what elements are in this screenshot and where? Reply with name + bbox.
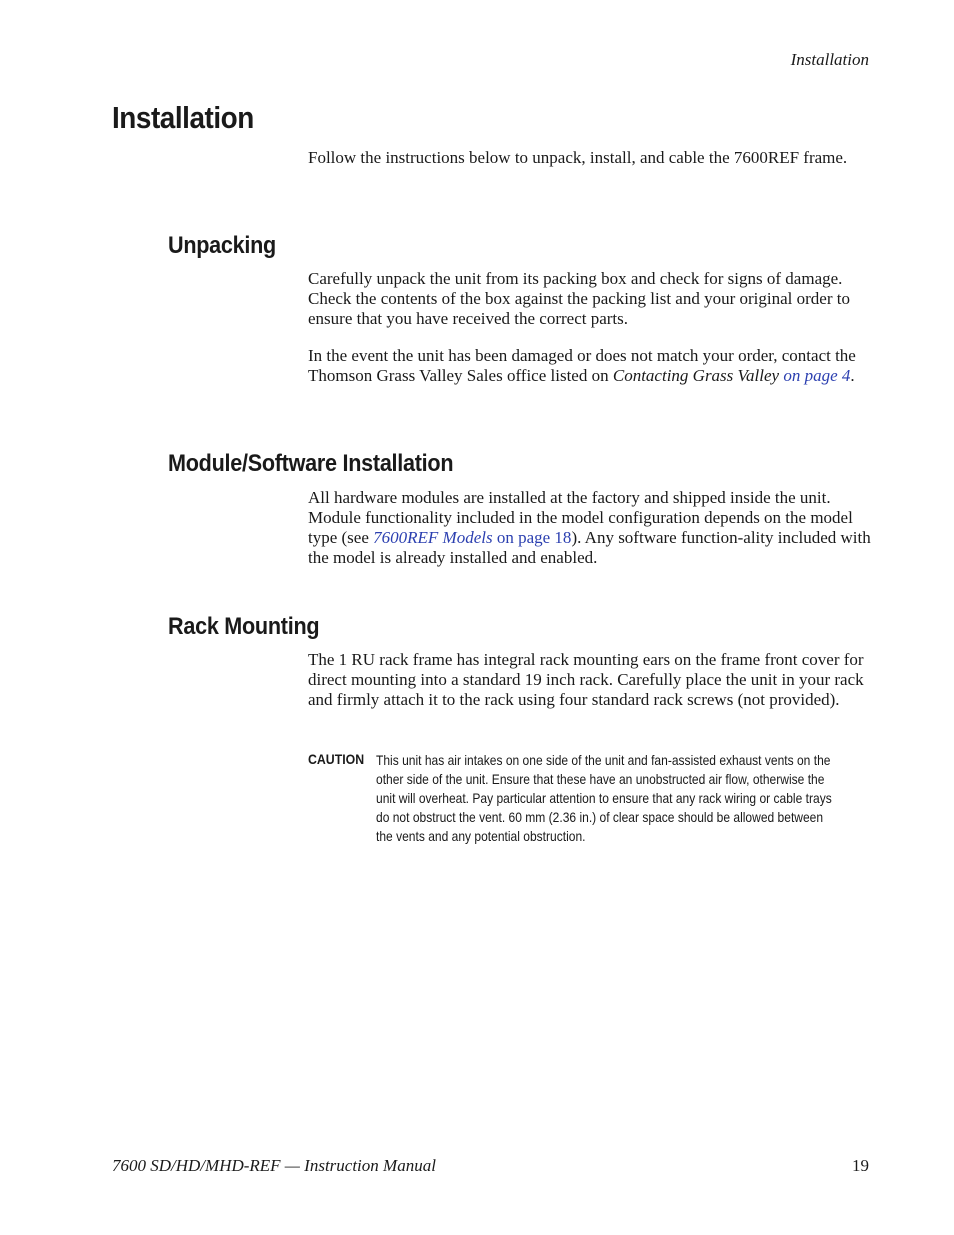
intro-paragraph: Follow the instructions below to unpack, install, and cable the 7600REF frame. bbox=[308, 148, 848, 167]
section-heading-module-software: Module/Software Installation bbox=[168, 450, 454, 477]
caution-text: This unit has air intakes on one side of the unit and fan-assisted exhaust vents on the other side of the unit. Ensure that these have an unobstructed air flow, otherwise the unit will overheat. Pay particular attention to ensure that any rack wiring or cable trays do not obstruct the vent. 60 mm (2.36 in.) of clear space should be allowed between the vents and any potential obstruction. bbox=[376, 752, 832, 844]
rack-mounting-paragraph: The 1 RU rack frame has integral rack mounting ears on the frame front cover for direct mounting into a standard 19 inch rack. Carefully place the unit in your rack and firmly attach it to the rack using four standard rack screws (not provided). bbox=[308, 650, 864, 709]
page-title: Installation bbox=[112, 100, 254, 135]
caution-label: CAUTION bbox=[308, 751, 365, 767]
models-link[interactable] bbox=[373, 528, 571, 547]
running-header: Installation bbox=[790, 50, 869, 69]
module-software-paragraph bbox=[308, 488, 873, 568]
models-link-page: on page 18 bbox=[492, 528, 572, 547]
page-number: 19 bbox=[852, 1156, 869, 1175]
section-heading-unpacking: Unpacking bbox=[168, 232, 276, 259]
paragraph-text: ). Any software function-ality included with the model is already installed and enabled. bbox=[308, 528, 871, 567]
paragraph-text: In the event the unit has been damaged or does not match your order, contact the Thomson Grass Valley Sales office listed on bbox=[308, 346, 856, 385]
unpacking-paragraph-2 bbox=[308, 346, 873, 386]
models-link-title: 7600REF Models bbox=[373, 528, 493, 547]
paragraph-text: . bbox=[850, 366, 855, 385]
cross-reference-title: Contacting Grass Valley bbox=[612, 366, 780, 385]
unpacking-paragraph-1: Carefully unpack the unit from its packing box and check for signs of damage. Check the contents of the box against the packing list and your original order to ensure that you have received the correct parts. bbox=[308, 269, 850, 328]
page-link[interactable]: on page 4 bbox=[783, 366, 851, 385]
footer-manual-title: 7600 SD/HD/MHD-REF — Instruction Manual bbox=[112, 1156, 436, 1175]
paragraph-text: All hardware modules are installed at the factory and shipped inside the unit. Module functionality included in the model configuration depends on the model type (see bbox=[308, 488, 853, 547]
section-heading-rack-mounting: Rack Mounting bbox=[168, 613, 320, 640]
